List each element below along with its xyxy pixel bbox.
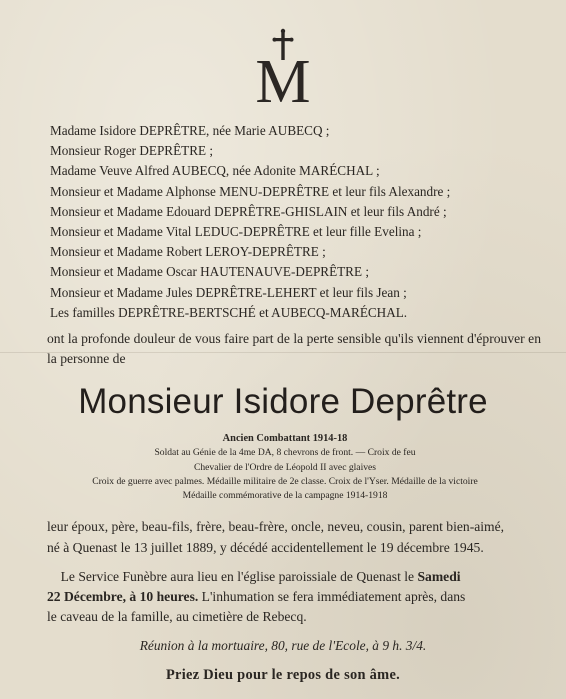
honor-line: Médaille commémorative de la campagne 1914-1918 [182,490,388,502]
family-line: Monsieur et Madame Jules DEPRÊTRE-LEHERT et leur fils Jean ; [50,284,407,300]
deceased-name: Monsieur Isidore Deprêtre [78,382,488,421]
family-line: Les familles DEPRÊTRE-BERTSCHÉ et AUBECQ-MARÉCHAL. [50,304,408,320]
family-list [50,121,540,323]
family-line: Madame Veuve Alfred AUBECQ, née Adonite MARÉCHAL ; [50,163,380,179]
family-line: Madame Isidore DEPRÊTRE, née Marie AUBECQ ; [50,123,330,138]
cross-m-monogram-icon [243,28,323,108]
honor-line: Soldat au Génie de la 4me DA, 8 chevrons de front. — Croix de feu [154,447,416,459]
service-date: 22 Décembre, à 10 heures. [47,589,199,604]
announcement-intro: ont la profonde douleur de vous faire part de la perte sensible qu'ils viennent d'éprouver en la personne de [47,331,541,366]
monogram-letter: M [255,48,311,108]
family-line: Monsieur et Madame Alphonse MENU-DEPRÊTRE et leur fils Alexandre ; [50,183,451,199]
family-line: Monsieur et Madame Edouard DEPRÊTRE-GHISLAIN et leur fils André ; [50,203,447,219]
family-line: Monsieur Roger DEPRÊTRE ; [50,143,214,159]
relations-line: leur époux, père, beau-fils, frère, beau-frère, oncle, neveu, cousin, parent bien-aimé, [47,519,505,534]
funeral-service-block [47,567,544,627]
honor-line: Chevalier de l'Ordre de Léopold II avec glaives [193,461,377,473]
service-text: Le Service Funèbre aura lieu en l'église paroissiale de Quenast le [60,569,418,584]
mortuary-meeting: Réunion à la mortuaire, 80, rue de l'Ecole, à 9 h. 3/4. [139,638,427,653]
prayer-line: Priez Dieu pour le repos de son âme. [165,667,401,683]
service-text: L'inhumation se fera immédiatement après, dans [198,589,466,604]
relations-line: né à Quenast le 13 juillet 1889, y décédé accidentellement le 19 décembre 1945. [47,539,484,555]
service-line: le caveau de la famille, au cimetière de Rebecq. [47,609,307,624]
honor-line: Croix de guerre avec palmes. Médaille militaire de 2e classe. Croix de l'Yser. Médaille de la victoire [92,475,478,487]
service-line [47,567,544,587]
family-line: Monsieur et Madame Oscar HAUTENAUVE-DEPRÊTRE ; [50,264,369,280]
veteran-title: Ancien Combattant 1914-18 [222,433,348,444]
family-line: Monsieur et Madame Robert LEROY-DEPRÊTRE ; [50,244,326,260]
cross-monogram [0,28,566,108]
family-line: Monsieur et Madame Vital LEDUC-DEPRÊTRE et leur fille Evelina ; [50,224,422,240]
honors-block [50,432,520,503]
relations-block [47,517,544,558]
service-line [47,587,544,607]
service-day: Samedi [417,569,461,584]
